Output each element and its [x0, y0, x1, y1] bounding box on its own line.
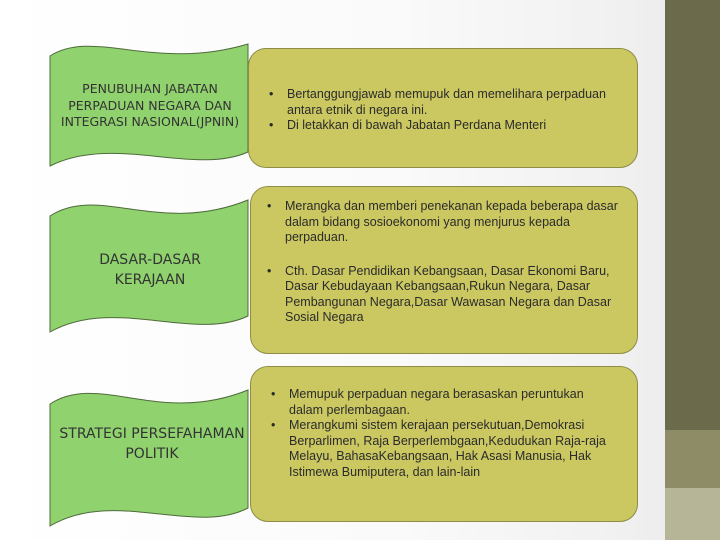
row-3-label: STRATEGI PERSEFAHAMAN POLITIK [59, 426, 245, 462]
row-2-bullet-2: • Cth. Dasar Pendidikan Kebangsaan, Dasar Ekonomi Baru, Dasar Kebudayaan Kebangsaan,Rukun Negara, Dasar Pembangunan Negara,Dasar Wawasan Negara dan Dasar Sosial Negara [263, 264, 621, 326]
row-3-bullet-1: • Memupuk perpaduan negara berasaskan peruntukan dalam perlembagaan. [267, 387, 607, 418]
row-3-bullet-2: • Merangkumi sistem kerajaan persekutuan,Demokrasi Berparlimen, Raja Berperlembgaan,Kedudukan Raja-raja Melayu, BahasaKebangsaan, Hak Asasi Manusia, Hak Istimewa Bumiputera, dan lain-lain [267, 418, 607, 480]
decor-strip-bottom [665, 488, 720, 540]
row-2-label: DASAR-DASAR KERAJAAN [99, 252, 201, 288]
info-panel-jpnin [248, 48, 638, 168]
label-text-jpnin [52, 60, 248, 152]
row-2-bullet-1: • Merangka dan memberi penekanan kepada beberapa dasar dalam bidang sosioekonomi yang menjurus kepada perpaduan. [263, 199, 621, 246]
row-1-bullet-1: • Bertanggungjawab memupuk dan memelihara perpaduan antara etnik di negara ini. [265, 87, 615, 118]
decor-strip-middle [665, 430, 720, 488]
info-panel-strategi [250, 366, 638, 522]
label-text-dasar [70, 238, 230, 302]
decor-strip-top [665, 0, 720, 430]
label-text-strategi [54, 418, 250, 470]
info-panel-dasar [250, 186, 638, 354]
row-1-label: PENUBUHAN JABATAN PERPADUAN NEGARA DAN INTEGRASI NASIONAL(JPNIN) [60, 81, 240, 130]
row-1-bullet-2: • Di letakkan di bawah Jabatan Perdana Menteri [265, 118, 615, 134]
